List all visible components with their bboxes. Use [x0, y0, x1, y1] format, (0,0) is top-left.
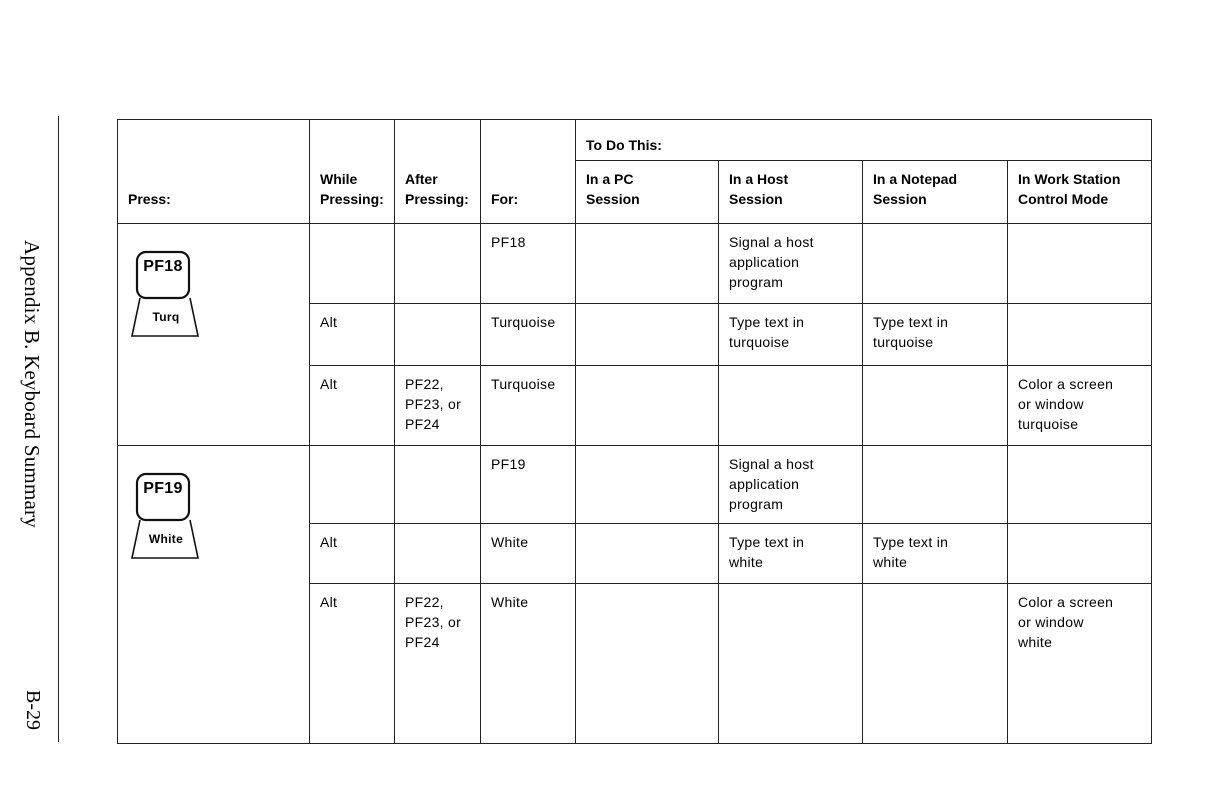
host-line: Type text in: [729, 534, 805, 550]
notepad-cell: [863, 224, 1008, 304]
table-row: [118, 224, 1152, 304]
pc-cell: [576, 304, 719, 366]
host-cell: [719, 224, 863, 304]
header-to-do-this: To Do This:: [576, 120, 1152, 161]
notepad-line: Type text in: [873, 314, 949, 330]
while-cell: Alt: [310, 524, 395, 584]
notepad-cell: [863, 584, 1008, 744]
workstation-cell: [1008, 524, 1152, 584]
header-for: For:: [481, 120, 576, 224]
after-line: PF23, or: [405, 614, 462, 630]
after-line: PF23, or: [405, 396, 462, 412]
host-cell: [719, 366, 863, 446]
key-cell-pf19: [118, 446, 310, 744]
host-cell: [719, 584, 863, 744]
workstation-cell: [1008, 446, 1152, 524]
workstation-line: white: [1018, 634, 1053, 650]
workstation-cell: [1008, 584, 1152, 744]
while-cell: [310, 446, 395, 524]
header-pc-line: In a PC: [586, 171, 634, 187]
pc-cell: [576, 584, 719, 744]
key-legend: Turq: [152, 310, 180, 324]
after-cell: [395, 446, 481, 524]
host-cell: [719, 304, 863, 366]
header-host-line: Session: [729, 191, 783, 207]
workstation-line: or window: [1018, 396, 1084, 412]
table-row: [118, 446, 1152, 524]
header-host-session: [719, 161, 863, 224]
for-cell: PF19: [481, 446, 576, 524]
header-after-line: Pressing:: [405, 191, 469, 207]
for-cell: White: [481, 584, 576, 744]
key-label: PF19: [143, 480, 183, 497]
host-line: Signal a host: [729, 234, 814, 250]
header-after-line: After: [405, 171, 438, 187]
while-cell: Alt: [310, 584, 395, 744]
while-cell: Alt: [310, 366, 395, 446]
host-cell: [719, 446, 863, 524]
after-cell: [395, 584, 481, 744]
header-notepad-line: Session: [873, 191, 927, 207]
workstation-line: or window: [1018, 614, 1084, 630]
header-press: Press:: [118, 120, 310, 224]
host-cell: [719, 524, 863, 584]
after-cell: [395, 366, 481, 446]
header-host-line: In a Host: [729, 171, 789, 187]
workstation-line: Color a screen: [1018, 376, 1114, 392]
header-while-line: While: [320, 171, 358, 187]
notepad-cell: [863, 524, 1008, 584]
after-cell: [395, 524, 481, 584]
notepad-cell: [863, 366, 1008, 446]
pf19-key-icon: [130, 460, 200, 560]
pf18-key-icon: [130, 238, 200, 338]
section-title-text: Appendix B. Keyboard Summary: [20, 240, 44, 528]
header-notepad-line: In a Notepad: [873, 171, 958, 187]
header-workstation-mode: [1008, 161, 1152, 224]
host-line: Signal a host: [729, 456, 814, 472]
header-workstation-line: In Work Station: [1018, 171, 1121, 187]
host-line: program: [729, 496, 784, 512]
after-line: PF24: [405, 416, 440, 432]
workstation-line: Color a screen: [1018, 594, 1114, 610]
for-cell: White: [481, 524, 576, 584]
host-line: white: [729, 554, 764, 570]
workstation-line: turquoise: [1018, 416, 1079, 432]
for-cell: PF18: [481, 224, 576, 304]
key-legend: White: [148, 532, 184, 546]
header-pc-session: [576, 161, 719, 224]
notepad-line: turquoise: [873, 334, 934, 350]
after-cell: [395, 304, 481, 366]
header-row-1: [118, 120, 1152, 161]
while-cell: [310, 224, 395, 304]
workstation-cell: [1008, 366, 1152, 446]
after-line: PF22,: [405, 594, 444, 610]
keyboard-summary-table: [117, 119, 1152, 744]
while-cell: Alt: [310, 304, 395, 366]
header-pc-line: Session: [586, 191, 640, 207]
notepad-cell: [863, 446, 1008, 524]
margin-rule: [58, 116, 59, 742]
host-line: Type text in: [729, 314, 805, 330]
header-after-pressing: [395, 120, 481, 224]
header-while-line: Pressing:: [320, 191, 384, 207]
pc-cell: [576, 366, 719, 446]
pc-cell: [576, 224, 719, 304]
for-cell: Turquoise: [481, 304, 576, 366]
header-workstation-line: Control Mode: [1018, 191, 1109, 207]
notepad-cell: [863, 304, 1008, 366]
workstation-cell: [1008, 224, 1152, 304]
after-line: PF24: [405, 634, 440, 650]
host-line: application: [729, 476, 800, 492]
notepad-line: Type text in: [873, 534, 949, 550]
page-number-text: B-29: [22, 690, 44, 730]
key-label: PF18: [143, 258, 183, 275]
header-while-pressing: [310, 120, 395, 224]
after-cell: [395, 224, 481, 304]
key-cell-pf18: [118, 224, 310, 446]
for-cell: Turquoise: [481, 366, 576, 446]
host-line: program: [729, 274, 784, 290]
pc-cell: [576, 524, 719, 584]
host-line: application: [729, 254, 800, 270]
pc-cell: [576, 446, 719, 524]
header-notepad-session: [863, 161, 1008, 224]
after-line: PF22,: [405, 376, 444, 392]
host-line: turquoise: [729, 334, 790, 350]
notepad-line: white: [873, 554, 908, 570]
workstation-cell: [1008, 304, 1152, 366]
